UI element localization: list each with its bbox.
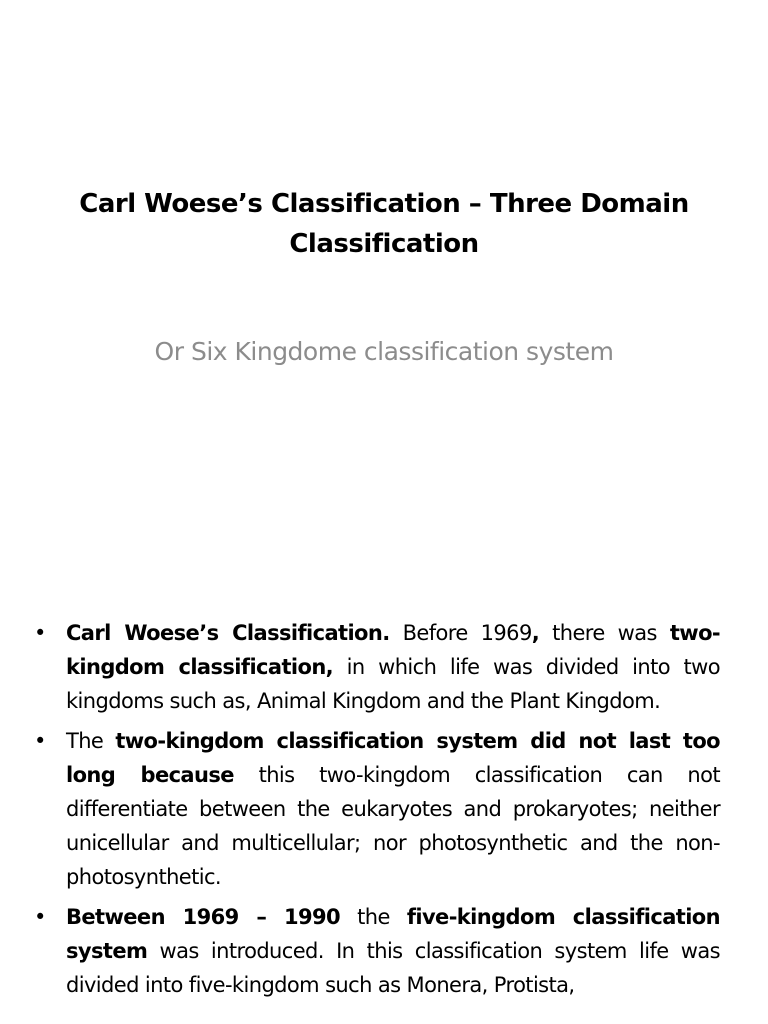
bullet-marker: •: [34, 621, 46, 645]
bullet-list: [0, 616, 768, 1008]
bullet-bold-text: Between 1969 – 1990: [66, 905, 341, 929]
bullet-marker: •: [34, 729, 46, 753]
bullet-text: the: [340, 905, 407, 929]
bullet-item: [0, 900, 768, 1002]
bullet-item: [0, 724, 768, 894]
bullet-bold-text: two-kingdom classification system did not last too long because: [66, 729, 720, 787]
bullet-bold-text: Carl Woese’s Classification.: [66, 621, 390, 645]
bullet-bold-text: two-kingdom classification,: [66, 621, 721, 679]
bullet-item: [0, 616, 768, 718]
bullet-bold-text: five-kingdom classification system: [66, 905, 720, 963]
content-slide: [0, 576, 768, 1024]
bullet-text: was introduced. In this classification system life was divided into five-kingdom such as Monera, Protista,: [66, 939, 720, 997]
bullet-text: there was: [539, 621, 670, 645]
bullet-text: Before 1969: [389, 621, 532, 645]
bullet-text: The: [66, 729, 116, 753]
slide-title: Carl Woese’s Classification – Three Domain Classification: [79, 189, 689, 259]
slide-subtitle: Or Six Kingdome classification system: [154, 337, 614, 366]
bullet-marker: •: [34, 905, 46, 929]
bullet-bold-text: ,: [531, 621, 540, 645]
bullet-text: in which life was divided into two kingdoms such as, Animal Kingdom and the Plant Kingdom.: [66, 655, 720, 713]
bullet-text: this two-kingdom classification can not differentiate between the eukaryotes and prokaryotes; neither unicellular and multicellular; nor photosynthetic and the non-photosynthetic.: [66, 763, 721, 889]
